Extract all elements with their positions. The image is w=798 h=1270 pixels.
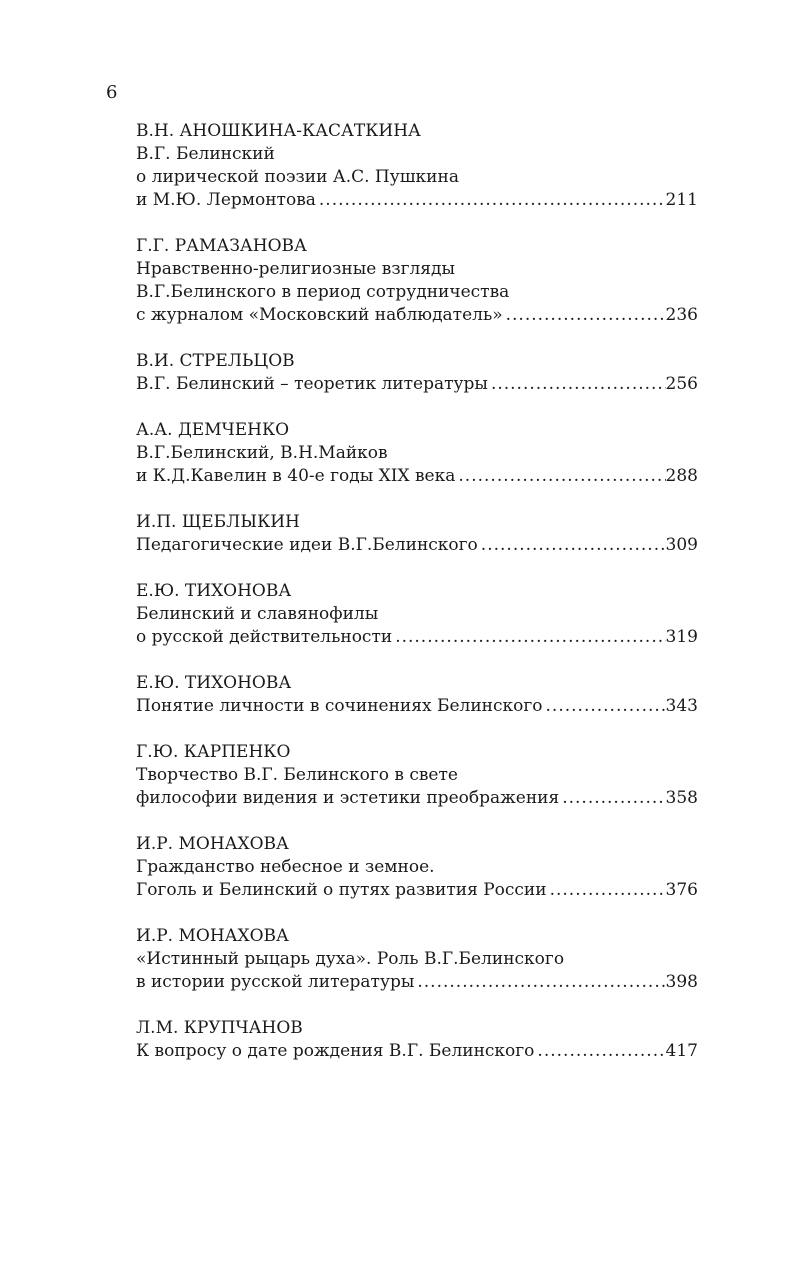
entry-author: И.Р. МОНАХОВА (136, 834, 289, 854)
entry-title-line: в истории русской литературы (136, 972, 415, 992)
entry-last-line[interactable] (136, 534, 698, 557)
entry-title-line: о русской действительности (136, 627, 393, 647)
entry-title-line: В.Г. Белинский – теоретик литературы (136, 374, 488, 394)
entry-title-line: и К.Д.Кавелин в 40-е годы XIX века (136, 466, 456, 486)
entry-title-line: Гоголь и Белинский о путях развития России (136, 880, 547, 900)
toc-entry (136, 350, 698, 396)
entry-title-line: В.Г.Белинский, В.Н.Майков (136, 443, 388, 463)
toc-entry (136, 419, 698, 488)
toc-entry (136, 833, 698, 902)
entry-last-line[interactable] (136, 971, 698, 994)
entry-title-line: «Истинный рыцарь духа». Роль В.Г.Белинского (136, 949, 565, 969)
toc-entry (136, 235, 698, 327)
entry-last-line[interactable] (136, 189, 698, 212)
dot-leader (534, 1040, 665, 1063)
toc-entry (136, 741, 698, 810)
entry-page-number: 358 (665, 788, 698, 808)
dot-leader (503, 304, 666, 327)
entry-page-number: 376 (665, 880, 698, 900)
entry-author: В.Н. АНОШКИНА-КАСАТКИНА (136, 121, 421, 141)
entry-page-number: 319 (665, 627, 698, 647)
entry-last-line[interactable] (136, 373, 698, 396)
page-number: 6 (106, 82, 118, 103)
entry-last-line[interactable] (136, 787, 698, 810)
entry-author: Л.М. КРУПЧАНОВ (136, 1018, 303, 1038)
entry-last-line[interactable] (136, 465, 698, 488)
entry-author: Г.Г. РАМАЗАНОВА (136, 236, 307, 256)
entry-page-number: 236 (665, 305, 698, 325)
entry-page-number: 211 (665, 190, 698, 210)
entry-author: В.И. СТРЕЛЬЦОВ (136, 351, 295, 371)
entry-page-number: 288 (665, 466, 698, 486)
entry-title-line: философии видения и эстетики преображения (136, 788, 560, 808)
entry-page-number: 417 (665, 1041, 698, 1061)
entry-last-line[interactable] (136, 879, 698, 902)
entry-title-line: Педагогические идеи В.Г.Белинского (136, 535, 478, 555)
toc-entry (136, 580, 698, 649)
entry-last-line[interactable] (136, 304, 698, 327)
toc-entry (136, 1017, 698, 1063)
entry-last-line[interactable] (136, 626, 698, 649)
entry-title-line: К вопросу о дате рождения В.Г. Белинского (136, 1041, 535, 1061)
entry-title-line: о лирической поэзии А.С. Пушкина (136, 167, 459, 187)
entry-author: А.А. ДЕМЧЕНКО (136, 420, 290, 440)
entry-author: Е.Ю. ТИХОНОВА (136, 581, 292, 601)
entry-title-line: Понятие личности в сочинениях Белинского (136, 696, 543, 716)
entry-page-number: 343 (665, 696, 698, 716)
entry-last-line[interactable] (136, 695, 698, 718)
entry-title-line: В.Г. Белинский (136, 144, 275, 164)
entry-page-number: 309 (665, 535, 698, 555)
entry-last-line[interactable] (136, 1040, 698, 1063)
entry-page-number: 256 (665, 374, 698, 394)
entry-title-line: Белинский и славянофилы (136, 604, 379, 624)
dot-leader (488, 373, 666, 396)
entry-author: Г.Ю. КАРПЕНКО (136, 742, 291, 762)
dot-leader (543, 695, 666, 718)
toc-entry (136, 925, 698, 994)
dot-leader (392, 626, 665, 649)
entry-title-line: Нравственно-религиозные взгляды (136, 259, 456, 279)
toc-entry (136, 511, 698, 557)
entry-title-line: и М.Ю. Лермонтова (136, 190, 316, 210)
entry-author: И.П. ЩЕБЛЫКИН (136, 512, 300, 532)
dot-leader (478, 534, 666, 557)
entry-title-line: Творчество В.Г. Белинского в свете (136, 765, 458, 785)
dot-leader (559, 787, 665, 810)
entry-title-line: Гражданство небесное и земное. (136, 857, 435, 877)
dot-leader (547, 879, 666, 902)
dot-leader (455, 465, 665, 488)
entry-title-line: В.Г.Белинского в период сотрудничества (136, 282, 510, 302)
entry-author: И.Р. МОНАХОВА (136, 926, 289, 946)
dot-leader (316, 189, 666, 212)
entry-title-line: с журналом «Московский наблюдатель» (136, 305, 503, 325)
dot-leader (414, 971, 665, 994)
entry-author: Е.Ю. ТИХОНОВА (136, 673, 292, 693)
table-of-contents (136, 120, 698, 1086)
toc-entry (136, 672, 698, 718)
toc-entry (136, 120, 698, 212)
entry-page-number: 398 (665, 972, 698, 992)
